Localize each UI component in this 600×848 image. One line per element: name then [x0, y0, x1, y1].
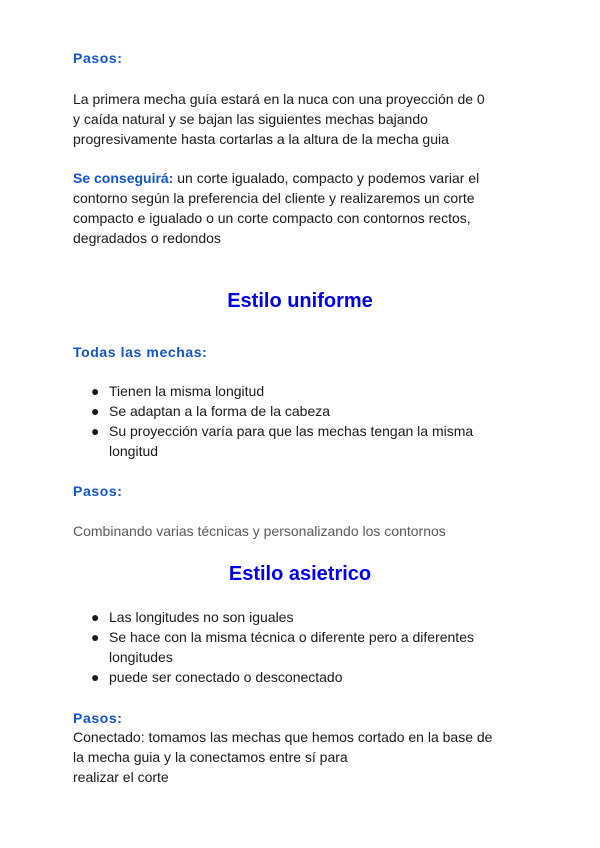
- section-heading: Estilo asietrico: [228, 563, 372, 585]
- result-label: Se conseguirá:: [73, 170, 174, 186]
- todas-label: Todas las mechas:: [73, 344, 208, 360]
- list-item-text: longitud: [109, 443, 159, 459]
- pasos-line: la mecha guia y la conectamos entre sí para: [73, 749, 348, 765]
- bullet-icon: ●: [91, 609, 100, 625]
- result-line: degradados o redondos: [73, 230, 221, 246]
- pasos-label: Pasos:: [73, 710, 123, 726]
- list-item-text: Su proyección varía para que las mechas tengan la misma: [109, 423, 474, 439]
- list-item-text: puede ser conectado o desconectado: [109, 669, 343, 685]
- pasos-label: Pasos:: [73, 483, 123, 499]
- pasos-line: Conectado: tomamos las mechas que hemos cortado en la base de: [73, 729, 493, 745]
- result-line: compacto e igualado o un corte compacto con contornos rectos,: [73, 210, 471, 226]
- pasos-text: Combinando varias técnicas y personalizando los contornos: [73, 523, 446, 539]
- paragraph-line: y caída natural y se bajan las siguientes mechas bajando: [73, 111, 428, 127]
- list-item-text: longitudes: [109, 649, 173, 665]
- list-item-text: Las longitudes no son iguales: [109, 609, 294, 625]
- list-item-text: Se adaptan a la forma de la cabeza: [109, 403, 331, 419]
- pasos-label: Pasos:: [73, 50, 123, 66]
- result-line: [73, 168, 479, 188]
- bullet-icon: ●: [91, 629, 100, 645]
- paragraph-line: La primera mecha guía estará en la nuca con una proyección de 0: [73, 91, 485, 107]
- list-item-text: Tienen la misma longitud: [109, 383, 265, 399]
- paragraph-line: progresivamente hasta cortarlas a la altura de la mecha guia: [73, 131, 449, 147]
- bullet-icon: ●: [91, 403, 100, 419]
- bullet-icon: ●: [91, 423, 100, 439]
- bullet-icon: ●: [91, 383, 100, 399]
- bullet-icon: ●: [91, 669, 100, 685]
- list-item-text: Se hace con la misma técnica o diferente pero a diferentes: [109, 629, 474, 645]
- section-heading: Estilo uniforme: [227, 290, 373, 312]
- result-text: un corte igualado, compacto y podemos variar el: [173, 170, 480, 186]
- pasos-line: realizar el corte: [73, 769, 169, 785]
- result-line: contorno según la preferencia del cliente y realizaremos un corte: [73, 190, 475, 206]
